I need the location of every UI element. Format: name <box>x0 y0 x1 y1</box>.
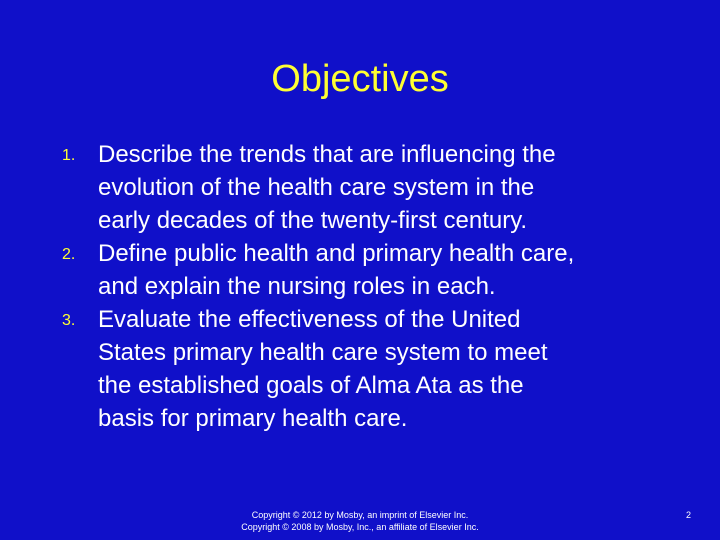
copyright-line-2: Copyright © 2008 by Mosby, Inc., an affiliate of Elsevier Inc. <box>241 522 479 532</box>
objective-2-line-2: and explain the nursing roles in each. <box>98 273 496 300</box>
objective-2-line-1: Define public health and primary health care, <box>98 240 575 267</box>
objective-item-1 <box>56 138 676 237</box>
slide-title: Objectives <box>271 58 449 100</box>
objective-3-line-1: Evaluate the effectiveness of the United <box>98 306 521 333</box>
objective-item-3 <box>56 303 676 435</box>
objective-3-line-3: the established goals of Alma Ata as the <box>98 372 524 399</box>
objective-number-2: 2. <box>62 246 76 263</box>
page-number: 2 <box>685 510 691 520</box>
copyright-footer <box>0 509 720 533</box>
objective-number-3: 3. <box>62 312 76 329</box>
objective-3-line-2: States primary health care system to meet <box>98 339 548 366</box>
objective-3-line-4: basis for primary health care. <box>98 405 408 432</box>
objective-1-line-1: Describe the trends that are influencing the <box>98 141 556 168</box>
copyright-line-1: Copyright © 2012 by Mosby, an imprint of Elsevier Inc. <box>251 510 469 520</box>
objective-item-2 <box>56 237 676 303</box>
objective-number-1: 1. <box>62 147 76 164</box>
objective-1-line-3: early decades of the twenty-first century. <box>98 207 528 234</box>
objectives-list <box>56 138 676 435</box>
objective-1-line-2: evolution of the health care system in the <box>98 174 535 201</box>
